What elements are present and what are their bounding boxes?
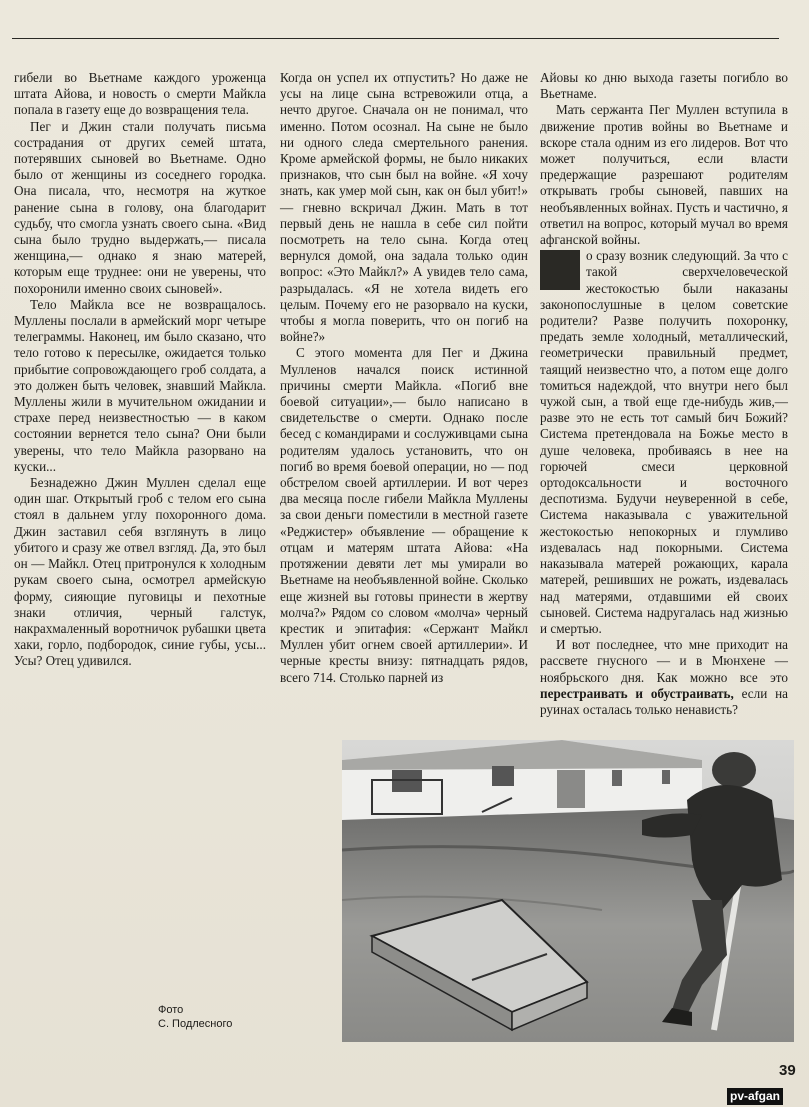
text-column-1	[14, 70, 266, 670]
photo-coffin-yard	[342, 740, 794, 1042]
paragraph: Айовы ко дню выхода газеты погибло во Вьетнаме.	[540, 70, 788, 102]
text-column-3	[540, 70, 788, 718]
paragraph: гибели во Вьетнаме каждого уроженца штата Айова, и новость о смерти Майкла попала в газету еще до возвращения тела.	[14, 70, 266, 118]
paragraph: Безнадежно Джин Муллен сделал еще один шаг. Открытый гроб с телом его сына стоял в дальнем углу похоронного дома. Джин заставил себя взглянуть в лицо убитого и сразу же отвел взгляд. Да, это был он — Майкл. Отец притронулся к холодным рукам своего сына, осмотрел армейскую форму, сияющие пуговицы и пехотные знаки отличия, черный галстук, накрахмаленный воротничок рубашки цвета хаки, горло, подбородок, синие губы, усы... Усы? Отец удивился.	[14, 475, 266, 669]
paragraph: Тело Майкла все не возвращалось. Муллены послали в армейский морг четыре телеграммы. Наконец, им было сказано, что тело готово к пересылке, ожидается только прибытие сопровождающего гроб солдата, а это должен быть человек, знавший Майкла. Муллены жили в мучительном ожидании и страхе перед неизвестностью — в каком состоянии вернется тело сына? Они были уверены, что тело Майкла разорвано на куски...	[14, 296, 266, 474]
photo-credit	[158, 1003, 232, 1031]
dropcap-section	[540, 248, 788, 637]
emphasis-text: перестраивать и обустраивать,	[540, 685, 734, 701]
watermark: pv-afgan	[727, 1088, 783, 1105]
text-column-2	[280, 70, 528, 686]
paragraph: о сразу возник следующий. За что с такой сверхчеловеческой жестокостью были наказаны законопослушные в целом советские родители? Разве получить похоронку, предать земле холодный, металлический, геометрически правильный предмет, таящий неизвестно что, а потом еще долго томиться надеждой, что внутри него был чужой сын, а твой еще где-нибудь жив,— разве это не есть тот самый бич Божий? Система претендовала на Божье место в душе человека, пробиваясь в нее на горючей смеси церковной ортодоксальности и восточного деспотизма. Будучи неуверенной в себе, Система наказывала с уважительной жестокостью непокорных и глумливо издевалась над покорными. Система наказывала матерей рожающих, карала матерей, решивших не рожать, издевалась над матерями, отдавшими ей своих сыновей. Система надругалась над жизнью и смертью.	[540, 248, 788, 636]
paragraph: С этого момента для Пег и Джина Мулленов начался поиск истинной причины смерти Майкла. «Погиб вне боевой ситуации»,— было написано в свидетельстве о смерти. Однако после бесед с командирами и сослуживцами сына родителям удалось установить, что он погиб во время боевой операции, но — под обстрелом своей артиллерии. И вот через два месяца после гибели Майкла Муллены за свои деньги поместили в местной газете «Реджистер» объявление — обращение к отцам и матерям штата Айова: «На протяжении девяти лет мы умирали во Вьетнаме на необъявленной войне. Сколько еще жизней вы готовы принести в жертву молча?» Рядом со словом «молча» черный крестик и эпитафия: «Сержант Майкл Муллен убит огнем своей артиллерии». И черные кресты внизу: пятнадцать рядов, всего 714. Столько парней из	[280, 345, 528, 685]
paragraph: Мать сержанта Пег Муллен вступила в движение против войны во Вьетнаме и вскоре стала одним из его лидеров. Вот что может получиться, если власти предержащие разрешают родителям открывать гробы сыновей, павших на необъявленных войнах. Пусть и частично, я ответил на вопрос, который мучал во время афганской войны.	[540, 102, 788, 248]
final-paragraph: И вот последнее, что мне приходит на рассвете гнусного — и в Мюнхене — ноябрьского дня. Как можно все это перестраивать и обустраивать, если на руинах осталась только ненависть?	[540, 637, 788, 717]
paragraph: Когда он успел их отпустить? Но даже не усы на лице сына встревожили отца, а нечто другое. Сначала он не понимал, что именно. Потом осознал. На сыне не было ни одного следа смертельного ранения. Кроме армейской формы, не было никаких признаков, что сын был на войне. «Я хочу знать, как умер мой сын, как он был убит!» — гневно вскричал Джин. Мать в тот первый день не нашла в себе сил пойти посмотреть на тело сына. Когда отец вернулся домой, она задала только один вопрос: «Это Майкл?» А увидев тело сама, разрыдалась. «Я не хотела видеть его целым. Почему его не разорвало на куски, чтобы я могла поверить, что он погиб на войне?»	[280, 70, 528, 345]
photo-illustration	[342, 740, 794, 1042]
top-rule	[12, 38, 779, 39]
dropcap-letter	[540, 250, 580, 290]
photo-credit-author: С. Подлесного	[158, 1018, 233, 1030]
photo-credit-label: Фото	[158, 1004, 184, 1016]
paragraph: Пег и Джин стали получать письма сострадания от других семей штата, потерявших сыновей во Вьетнаме. Одно было от женщины из соседнего городка. Она писала, что, несмотря на жуткое ранение сына в голову, она благодарит судьбу, что смогла узнать своего сына. «Вид сына было трудно выдержать,— писала женщина,— однако я знаю матерей, которым еще труднее: они не уверены, что похоронили именно своих сыновей».	[14, 118, 266, 296]
page-number: 39	[779, 1062, 796, 1079]
